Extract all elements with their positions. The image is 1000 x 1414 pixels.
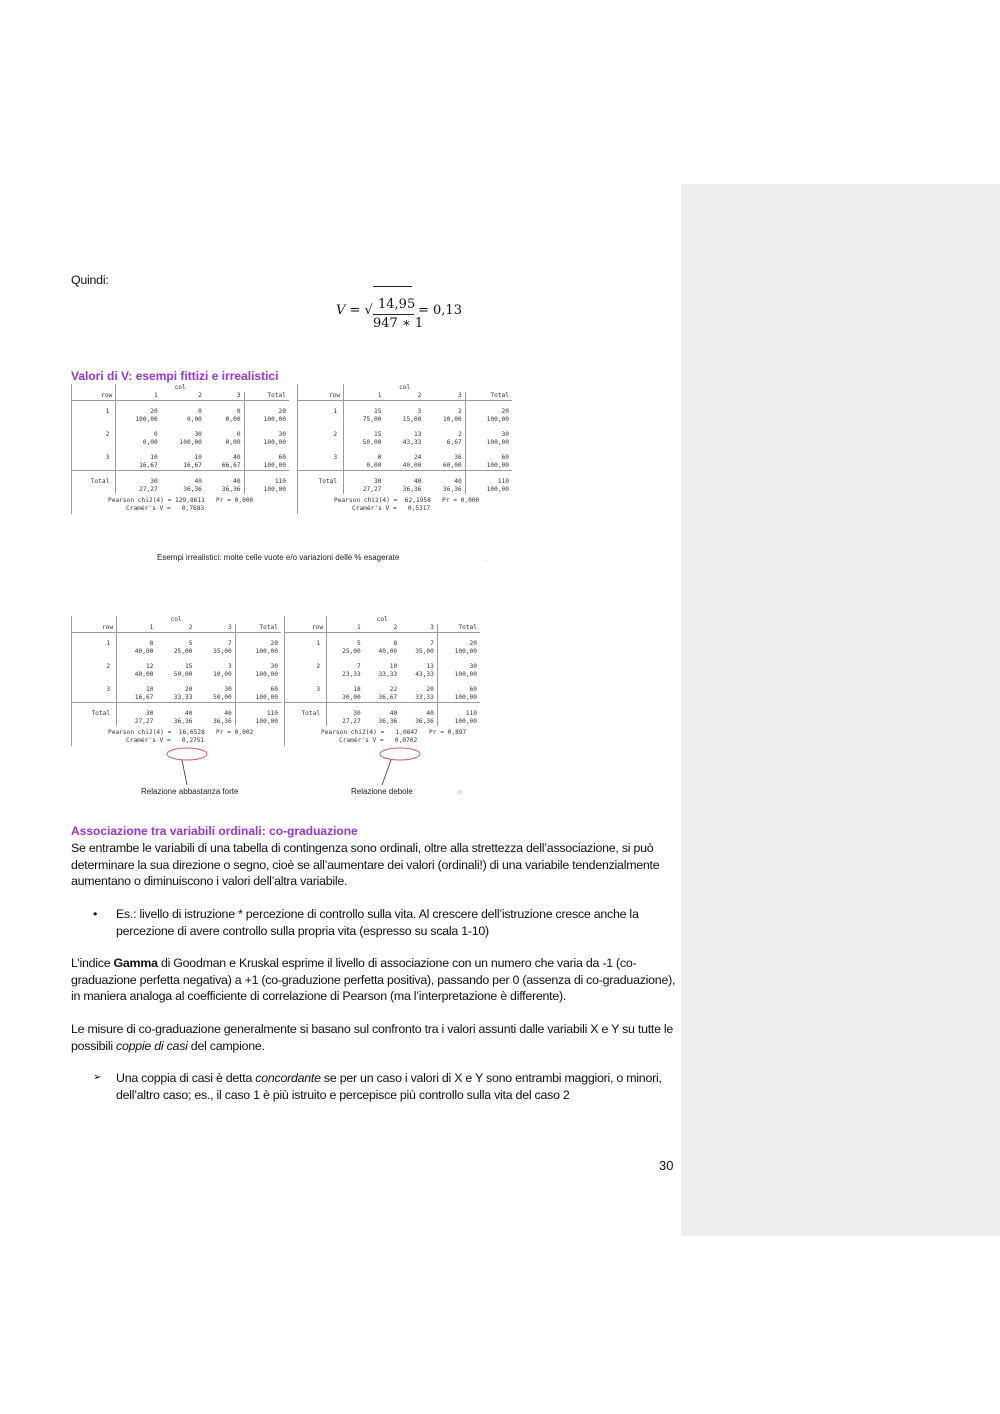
freq-cell: 20 <box>184 686 193 693</box>
pct-cell: 25,00 <box>173 648 193 655</box>
freq-cell: 30 <box>437 663 480 671</box>
freq-cell: 60 <box>437 686 480 694</box>
row-label: 3 <box>333 454 338 461</box>
para2-pre: L’indice <box>71 956 114 970</box>
header-cell: 1 <box>344 392 385 401</box>
pearson-line: Pearson chi2(4) = 129,8611 Pr = 0,000 <box>108 497 254 504</box>
row-label: Total <box>301 710 321 717</box>
paragraph-1: Se entrambe le variabili di una tabella di contingenza sono ordinali, oltre alla strettezza dell’associazione, si può determinare la sua direzione o segno, cioè se all’aumentare dei valori (ordinali!) di una variabile tendenzialmente aumentano o diminuiscono i valori dell’altra variabile. <box>71 841 660 889</box>
pct-cell: 6,67 <box>446 439 462 446</box>
pct-cell: 100,00 <box>465 486 512 494</box>
para2-bold: Gamma <box>113 956 158 970</box>
intro-text: Quindi: <box>71 273 109 287</box>
freq-cell: 10 <box>194 454 202 461</box>
freq-cell: 7 <box>430 640 434 647</box>
freq-cell: 10 <box>116 454 161 462</box>
freq-cell: 30 <box>465 431 512 439</box>
pct-cell: 100,00 <box>116 416 161 424</box>
pct-cell: 100,00 <box>437 648 480 656</box>
row-label: Total <box>90 478 110 485</box>
pct-cell: 10,00 <box>443 416 462 423</box>
freq-cell: 30 <box>224 686 232 693</box>
freq-cell: 30 <box>235 663 281 671</box>
freq-cell: 15 <box>344 431 385 439</box>
freq-cell: 60 <box>244 454 289 462</box>
freq-cell: 24 <box>413 454 422 461</box>
bullet-2 <box>116 1070 676 1103</box>
freq-cell: 30 <box>244 431 289 439</box>
pct-cell: 100,00 <box>465 462 512 471</box>
freq-cell: 0 <box>236 431 241 438</box>
pct-cell: 0,00 <box>344 462 385 471</box>
freq-cell: 40 <box>413 478 422 485</box>
pct-cell: 100,00 <box>437 718 480 726</box>
pct-cell: 100,00 <box>465 416 512 424</box>
freq-cell: 10 <box>389 663 398 670</box>
header-cell: row <box>298 392 344 401</box>
header-cell: 1 <box>117 624 157 633</box>
pct-cell: 40,00 <box>117 671 157 679</box>
header-cell: 2 <box>384 392 424 401</box>
freq-cell: 2 <box>457 408 462 415</box>
row-label: 2 <box>105 431 110 438</box>
pct-cell: 16,67 <box>161 462 205 471</box>
row-label: 1 <box>106 640 111 647</box>
freq-cell: 110 <box>437 710 480 718</box>
freq-cell: 20 <box>465 408 512 416</box>
pct-cell: 50,00 <box>344 439 385 447</box>
caption-right: Relazione debole <box>351 787 413 796</box>
header-cell: 3 <box>195 624 235 633</box>
arrow-left <box>182 760 187 785</box>
pct-cell: 35,00 <box>213 648 232 655</box>
row-label: 3 <box>105 454 110 461</box>
pct-cell: 10,00 <box>213 671 232 678</box>
pct-cell: 36,36 <box>173 718 193 725</box>
freq-cell: 12 <box>117 663 157 671</box>
freq-cell: 40 <box>194 478 202 485</box>
freq-cell: 40 <box>454 478 462 485</box>
pct-cell: 100,00 <box>179 439 202 446</box>
pct-cell: 0,00 <box>225 439 241 446</box>
header-cell: 3 <box>424 392 465 401</box>
pct-cell: 15,00 <box>402 416 422 423</box>
freq-cell: 20 <box>437 640 480 648</box>
pearson-line: Pearson chi2(4) = 62,1958 Pr = 0,000 <box>334 497 480 504</box>
formula-lhs: V = √ <box>336 303 373 318</box>
freq-cell: 20 <box>244 408 289 416</box>
paragraph-3 <box>71 1021 676 1054</box>
header-cell: 2 <box>161 392 205 401</box>
header-cell: Total <box>244 392 289 401</box>
caption-left: Relazione abbastanza forte <box>141 787 239 796</box>
para3-post: del campione. <box>187 1038 265 1053</box>
pct-cell: 27,27 <box>327 718 364 726</box>
arrow-bullet-icon: ➢ <box>93 1072 102 1083</box>
pct-cell: 40,00 <box>117 648 157 656</box>
col-header: col <box>327 616 438 624</box>
header-cell: Total <box>437 624 480 633</box>
caption-slide-num: 28 <box>457 790 463 796</box>
col-header: col <box>117 616 236 624</box>
pct-cell: 36,36 <box>443 486 462 493</box>
pct-cell: 50,00 <box>195 694 235 703</box>
freq-cell: 13 <box>413 431 422 438</box>
pct-cell: 100,00 <box>244 416 289 424</box>
freq-cell: 40 <box>184 710 193 717</box>
highlight-ellipse-right <box>380 748 420 760</box>
bullet-dot: • <box>93 907 98 921</box>
pct-cell: 33,33 <box>400 694 437 703</box>
para2-post: di Goodman e Kruskal esprime il livello di associazione con un numero che varia da -1 (co-graduazione perfetta negativa) a +1 (co-graduzione perfetta positiva), passando per 0 (assenza di co-graduazione), in maniera analoga al coefficiente di correlazione di Pearson (ma l’interpretazione è differente). <box>71 956 676 1004</box>
pct-cell: 43,33 <box>402 439 422 446</box>
freq-cell: 13 <box>426 663 434 670</box>
freq-cell: 7 <box>228 640 232 647</box>
formula-numerator: 14,95 <box>378 297 416 312</box>
pct-cell: 40,00 <box>378 648 398 655</box>
freq-cell: 40 <box>426 710 434 717</box>
pct-cell: 75,00 <box>344 416 385 424</box>
pct-cell: 40,00 <box>384 462 424 471</box>
pct-cell: 100,00 <box>235 718 281 726</box>
pct-cell: 27,27 <box>344 486 385 494</box>
row-label: 1 <box>333 408 338 415</box>
freq-cell: 40 <box>389 710 398 717</box>
formula-result: = 0,13 <box>418 303 462 318</box>
freq-cell: 18 <box>327 686 364 694</box>
formula-denominator: 947 ∗ 1 <box>373 316 424 331</box>
freq-cell: 40 <box>233 478 241 485</box>
freq-cell: 0 <box>236 408 241 415</box>
col-header: col <box>344 384 466 392</box>
pct-cell: 27,27 <box>117 718 157 726</box>
pct-cell: 100,00 <box>244 462 289 471</box>
header-cell: 3 <box>400 624 437 633</box>
pct-cell: 33,33 <box>378 671 398 678</box>
freq-cell: 110 <box>244 478 289 486</box>
header-cell: Total <box>465 392 512 401</box>
pct-cell: 0,00 <box>225 416 241 423</box>
pearson-line: Pearson chi2(4) = 1,0847 Pr = 0,897 <box>321 729 467 736</box>
freq-cell: 7 <box>327 663 364 671</box>
pct-cell: 0,00 <box>116 439 161 447</box>
freq-cell: 0 <box>344 454 385 462</box>
header-cell: 3 <box>205 392 244 401</box>
pct-cell: 36,36 <box>402 486 422 493</box>
para3-pre: Le misure di co-graduazione generalmente si basano sul confronto tra i valori assunti dalle variabili X e Y su tutte le possibili <box>71 1022 674 1053</box>
freq-cell: 36 <box>454 454 462 461</box>
pct-cell: 27,27 <box>116 486 161 494</box>
bullet-1: Es.: livello di istruzione * percezione di controllo sulla vita. Al crescere dell’istruzione cresce anche la percezione di avere controllo sulla propria vita (espresso su scala 1-10) <box>116 907 639 938</box>
pct-cell: 16,67 <box>117 694 157 703</box>
header-cell: row <box>72 392 116 401</box>
pearson-line: Pearson chi2(4) = 16,6528 Pr = 0,002 <box>108 729 254 736</box>
freq-cell: 20 <box>426 686 434 693</box>
bullet2-pre: Una coppia di casi è detta <box>116 1071 256 1085</box>
freq-cell: 110 <box>465 478 512 486</box>
page-number: 30 <box>659 1158 674 1173</box>
pct-cell: 100,00 <box>235 671 281 679</box>
freq-cell: 15 <box>184 663 193 670</box>
freq-cell: 60 <box>465 454 512 462</box>
bullet2-post: se per un caso i valori di X e Y sono entrambi maggiori, o minori, dell’altro caso; es., il caso 1 è più istruito e percepisce più controllo sulla vita del caso 2 <box>116 1071 662 1102</box>
caption-top-mark: ... <box>484 557 489 563</box>
freq-cell: 40 <box>224 710 232 717</box>
caption-top: Esempi irrealistici: molte celle vuote e/o variazioni delle % esagerate <box>157 553 400 562</box>
pct-cell: 36,36 <box>415 718 434 725</box>
freq-cell: 30 <box>327 710 364 718</box>
pct-cell: 100,00 <box>244 439 289 447</box>
header-cell: 2 <box>156 624 195 633</box>
pct-cell: 33,33 <box>156 694 195 703</box>
freq-cell: 5 <box>327 640 364 648</box>
cramer-line: Cramér's V = 0,5317 <box>352 505 431 513</box>
pct-cell: 16,67 <box>116 462 161 471</box>
pct-cell: 0,00 <box>187 416 202 423</box>
freq-cell: 0 <box>198 408 202 415</box>
row-label: 1 <box>105 408 110 415</box>
freq-cell: 5 <box>188 640 193 647</box>
freq-cell: 15 <box>344 408 385 416</box>
freq-cell: 3 <box>228 663 232 670</box>
header-cell: 2 <box>364 624 400 633</box>
pct-cell: 60,00 <box>424 462 465 471</box>
highlight-ellipse-left <box>167 748 207 760</box>
freq-cell: 30 <box>344 478 385 486</box>
section1-title: Valori di V: esempi fittizi e irrealistici <box>71 369 279 383</box>
freq-cell: 20 <box>235 640 281 648</box>
row-label: 2 <box>316 663 321 670</box>
cramer-line: Cramér's V = 0,2751 <box>126 737 205 745</box>
freq-cell: 40 <box>233 454 241 461</box>
freq-cell: 22 <box>389 686 398 693</box>
pct-cell: 36,36 <box>213 718 232 725</box>
row-label: Total <box>91 710 111 717</box>
pct-cell: 36,36 <box>221 486 241 493</box>
para3-italic: coppie di casi <box>116 1038 188 1053</box>
header-cell: 1 <box>327 624 364 633</box>
section2-title: Associazione tra variabili ordinali: co-graduazione <box>71 824 358 838</box>
header-cell: Total <box>235 624 281 633</box>
col-header: col <box>116 384 244 392</box>
freq-cell: 30 <box>117 710 157 718</box>
header-cell: 1 <box>116 392 161 401</box>
freq-cell: 30 <box>116 478 161 486</box>
pct-cell: 50,00 <box>173 671 193 678</box>
row-label: 3 <box>106 686 111 693</box>
pct-cell: 100,00 <box>235 648 281 656</box>
freq-cell: 20 <box>116 408 161 416</box>
pct-cell: 100,00 <box>244 486 289 494</box>
pct-cell: 36,36 <box>378 718 398 725</box>
pct-cell: 35,00 <box>415 648 434 655</box>
row-label: 3 <box>316 686 321 693</box>
freq-cell: 30 <box>194 431 202 438</box>
pct-cell: 23,33 <box>327 671 364 679</box>
cramer-line: Cramér's V = 0,0702 <box>339 737 418 745</box>
pct-cell: 100,00 <box>437 694 480 703</box>
row-label: 2 <box>333 431 338 438</box>
pct-cell: 100,00 <box>465 439 512 447</box>
paragraph-2 <box>71 955 676 1005</box>
pct-cell: 36,67 <box>364 694 400 703</box>
freq-cell: 60 <box>235 686 281 694</box>
freq-cell: 8 <box>393 640 398 647</box>
header-cell: row <box>285 624 327 633</box>
row-label: Total <box>318 478 338 485</box>
freq-cell: 110 <box>235 710 281 718</box>
pct-cell: 25,00 <box>327 648 364 656</box>
header-cell: row <box>72 624 117 633</box>
pct-cell: 100,00 <box>235 694 281 703</box>
freq-cell: 10 <box>117 686 157 694</box>
pct-cell: 100,00 <box>437 671 480 679</box>
row-label: 1 <box>316 640 321 647</box>
cramer-line: Cramér's V = 0,7683 <box>126 505 205 513</box>
row-label: 2 <box>106 663 111 670</box>
freq-cell: 2 <box>457 431 462 438</box>
freq-cell: 0 <box>116 431 161 439</box>
pct-cell: 66,67 <box>205 462 244 471</box>
arrow-right <box>382 760 391 785</box>
pct-cell: 43,33 <box>415 671 434 678</box>
pct-cell: 36,36 <box>183 486 202 493</box>
pct-cell: 30,00 <box>327 694 364 703</box>
freq-cell: 8 <box>117 640 157 648</box>
bullet2-italic: concordante <box>255 1071 321 1085</box>
freq-cell: 3 <box>417 408 422 415</box>
